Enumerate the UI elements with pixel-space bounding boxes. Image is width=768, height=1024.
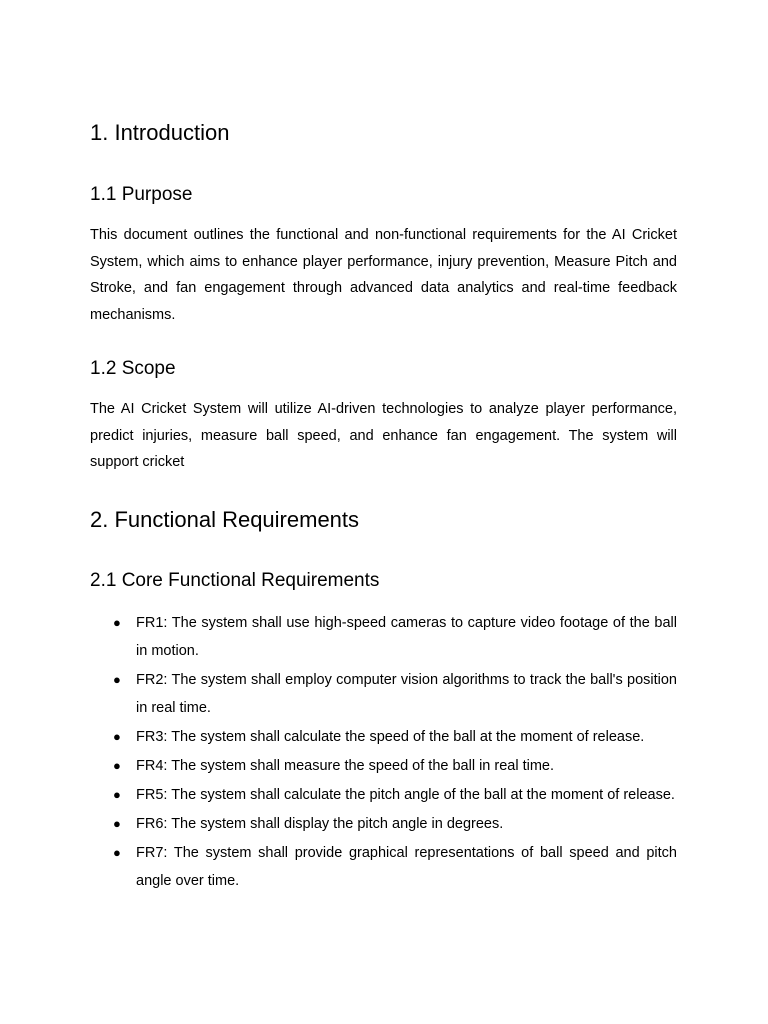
requirement-text: FR1: The system shall use high-speed cameras to capture video footage of the ball in motion. (136, 615, 677, 659)
bullet-icon: ● (113, 729, 121, 744)
list-item (90, 666, 677, 722)
purpose-paragraph: This document outlines the functional and non-functional requirements for the AI Cricket System, which aims to enhance player performance, injury prevention, Measure Pitch and Stroke, and fan engagement through advanced data analytics and real-time feedback mechanisms. (90, 227, 677, 323)
bullet-icon: ● (113, 672, 121, 687)
list-item (90, 723, 677, 751)
bullet-icon: ● (113, 816, 121, 831)
requirement-text: FR5: The system shall calculate the pitch angle of the ball at the moment of release. (136, 787, 675, 803)
scope-paragraph: The AI Cricket System will utilize AI-driven technologies to analyze player performance, predict injuries, measure ball speed, and enhance fan engagement. The system will support cricket (90, 401, 677, 470)
requirement-text: FR6: The system shall display the pitch angle in degrees. (136, 816, 504, 832)
subsection-heading-scope: 1.2 Scope (90, 358, 176, 379)
list-item (90, 752, 677, 780)
list-item (90, 781, 677, 809)
bullet-icon: ● (113, 787, 121, 802)
subsection-heading-core-functional-requirements: 2.1 Core Functional Requirements (90, 570, 380, 591)
requirement-text: FR4: The system shall measure the speed of the ball in real time. (136, 758, 555, 774)
bullet-icon: ● (113, 758, 121, 773)
requirements-list (90, 609, 677, 896)
subsection-heading-purpose: 1.1 Purpose (90, 184, 193, 205)
requirement-text: FR2: The system shall employ computer vision algorithms to track the ball's position in real time. (136, 672, 677, 716)
requirement-text: FR7: The system shall provide graphical representations of ball speed and pitch angle over time. (136, 845, 677, 889)
bullet-icon: ● (113, 615, 121, 630)
section-heading-functional-requirements: 2. Functional Requirements (90, 507, 360, 532)
requirement-text: FR3: The system shall calculate the speed of the ball at the moment of release. (136, 729, 645, 745)
bullet-icon: ● (113, 845, 121, 860)
list-item (90, 609, 677, 665)
section-heading-introduction: 1. Introduction (90, 120, 230, 145)
list-item (90, 810, 677, 838)
list-item (90, 839, 677, 895)
